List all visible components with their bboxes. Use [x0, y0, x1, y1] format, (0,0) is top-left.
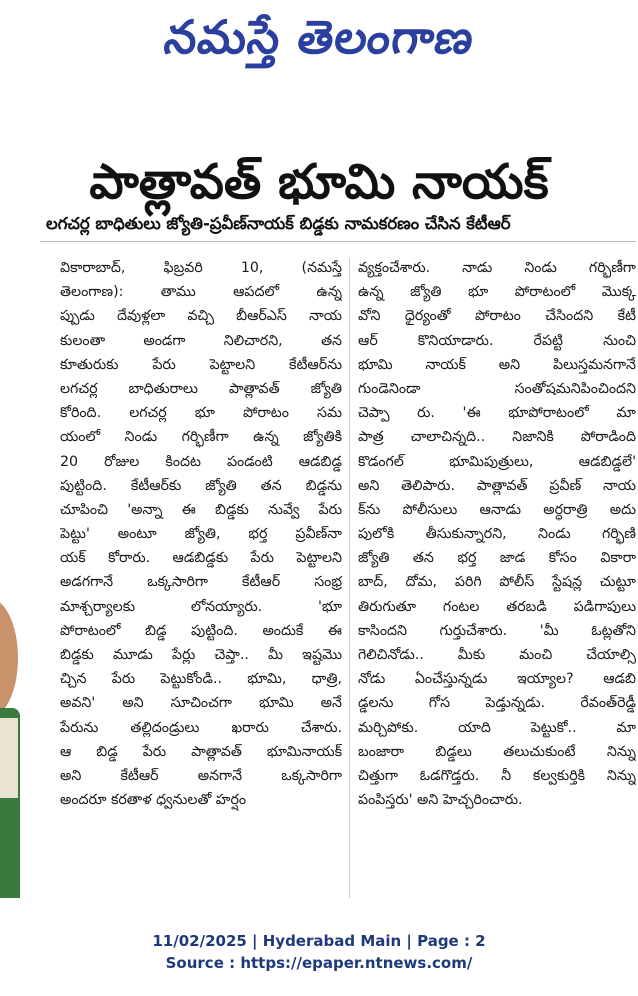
- photo-scarf: [0, 718, 18, 798]
- article-column-left: [60, 256, 342, 812]
- article-text-line: డ్డలను గోస పెడ్తున్నడు. రేవంత్‌రెడ్డీ: [358, 695, 636, 712]
- article-text-line: కొడంగల్ భూమిపుత్రులు, ఆడబిడ్డలే': [358, 453, 636, 470]
- article-text-line: కూతురుకు పేరు పెట్టాలని కేటీఆర్‌ను: [60, 356, 342, 373]
- article-text-line: పులోకి తీసుకున్నారని, నిండు గర్భిణి: [358, 526, 636, 543]
- news-clipping: [0, 98, 638, 918]
- article-text-line: అని కేటీఆర్ అనగానే ఒక్కసారిగా: [60, 767, 342, 784]
- article-text-line: వ్యక్తంచేశారు. నాడు నిండు గర్భిణీగా: [358, 260, 636, 276]
- article-text-line: కాసిందని గుర్తుచేశారు. 'మీ ఓట్లతోని: [358, 622, 636, 639]
- article-text-line: అడగగానే ఒక్కసారిగా కేటీఆర్ సంభ్ర: [60, 574, 342, 591]
- photo-face: [0, 598, 18, 718]
- headline-divider: [40, 241, 636, 242]
- article-text-line: వికారాబాద్, ఫిబ్రవరి 10, (నమస్తే: [60, 260, 342, 276]
- article-headline: పాత్లావత్ భూమి నాయక్: [89, 154, 549, 211]
- article-text-line: జ్యోతి తన భర్త జాడ కోసం వికారా: [358, 550, 636, 567]
- article-text-line: గుండెనిండా సంతోషమనిపించిందని: [358, 380, 636, 397]
- cropped-photo: [0, 568, 22, 898]
- article-text-line: నోడు ఏంచేస్తున్నడు ఇయ్యాల? ఆడబి: [358, 671, 636, 688]
- article-text-line: పాత్ర చాలాచిన్నది.. నిజానికి పోరాడింది: [358, 429, 636, 446]
- article-text-line: ఉన్న జ్యోతి భూ పోరాటంలో మొక్క: [358, 284, 636, 301]
- article-text-line: పెట్టు' అంటూ జ్యోతి, భర్త ప్రవీణ్‌నా: [60, 526, 342, 543]
- article-subheadline: లగచర్ల బాధితులు జ్యోతి-ప్రవీణ్‌నాయక్ బిడ్డకు నామకరణం చేసిన కేటీఆర్: [46, 214, 511, 233]
- article-text-line: పోరాటంలో బిడ్డ పుట్టింది. అందుకే ఈ: [60, 622, 342, 639]
- masthead: [0, 0, 638, 86]
- article-text-line: మర్చిపోకు. యాది పెట్టుకో.. మా: [358, 719, 636, 736]
- article-text-line: చూపించి 'అన్నా ఈ బిడ్డకు నువ్వే పేరు: [60, 501, 342, 518]
- article-text-line: క్‌ను పోలీసులు ఆనాడు అర్ధరాత్రి అదు: [358, 501, 636, 518]
- article-text-line: ఆ బిడ్డ పేరు పాత్లావత్ భూమినాయక్: [60, 743, 342, 760]
- article-text-line: పంపిస్తరు' అని హెచ్చరించారు.: [358, 792, 523, 809]
- article-text-line: అవని' అని సూచించగా భూమి అనే: [60, 695, 342, 712]
- article-text-line: ప్పుడు దేవుళ్లలా వచ్చి బీఆర్‌ఎస్ నాయ: [60, 308, 342, 325]
- article-text-line: పేరును తల్లిదండ్రులు ఖరారు చేశారు.: [60, 719, 342, 736]
- article-text-line: తిరుగుతూ గంటల తరబడి పడిగాపులు: [358, 598, 636, 615]
- article-text-line: అని తెలిపారు. పాత్లావత్ ప్రవీణ్ నాయ: [358, 477, 636, 494]
- article-text-line: చ్చిన పేరు పెట్టుకోండి.. భూమి, ధాత్రి,: [60, 671, 342, 688]
- article-text-line: కులంతా అండగా నిలిచారని, తన: [60, 332, 342, 349]
- article-text-line: తెలంగాణ): తాము ఆపదలో ఉన్న: [60, 284, 342, 301]
- article-text-line: గెలిచినోడు.. మీకు మంచి చేయాల్సి: [358, 647, 636, 663]
- article-text-line: వోని ధైర్యంతో పోరాటం చేసిందని కేటీ: [358, 308, 636, 325]
- article-text-line: మాశ్చర్యాలకు లోనయ్యారు. 'భూ: [60, 598, 342, 615]
- source-link[interactable]: Source : https://epaper.ntnews.com/: [165, 954, 473, 972]
- article-text-line: అందరూ కరతాళ ధ్వనులతో హర్షం: [60, 792, 247, 809]
- article-text-line: లగచర్ల బాధితురాలు పాత్లావత్ జ్యోతి: [60, 380, 342, 397]
- page-footer: [0, 930, 638, 974]
- article-column-right: [358, 256, 636, 812]
- article-text-line: చెప్పా రు. 'ఈ భూపోరాటంలో మా: [358, 405, 636, 422]
- article-text-line: కోరింది. లగచర్ల భూ పోరాటం సమ: [60, 405, 342, 422]
- article-text-line: బిడ్డకు మూడు పేర్లు చెప్తా.. మీ ఇష్టమొ: [60, 647, 342, 663]
- article-text-line: బంజారా బిడ్డలు తలుచుకుంటే నిన్ను: [358, 743, 636, 760]
- article-text-line: యక్ కోరారు. ఆడబిడ్డకు పేరు పెట్టాలని: [60, 550, 342, 567]
- article-text-line: బాద్, దోమ, పరిగి పోలీస్ స్టేషన్ల చుట్టూ: [358, 574, 636, 591]
- edition-info: 11/02/2025 | Hyderabad Main | Page : 2: [152, 932, 486, 950]
- article-text-line: చిత్తుగా ఓడగొడ్తరు. నీ కల్వకుర్తికి నిన్ను: [358, 767, 636, 784]
- article-text-line: ఆర్ కొనియాడారు. రేపట్టి నుంచి: [358, 332, 636, 349]
- article-text-line: యంలో నిండు గర్భిణీగా ఉన్న జ్యోతికి: [60, 429, 342, 446]
- article-text-line: భూమి నాయక్ అని పిలుస్తమనగానే: [358, 356, 636, 373]
- newspaper-logo: నమస్తే తెలంగాణ: [161, 10, 479, 64]
- article-text-line: 20 రోజుల కిందట పండంటి ఆడబిడ్డ: [60, 453, 342, 470]
- article-text-line: పుట్టింది. కేటీఆర్‌కు జ్యోతి తన బిడ్డను: [60, 477, 342, 494]
- column-divider: [349, 258, 350, 898]
